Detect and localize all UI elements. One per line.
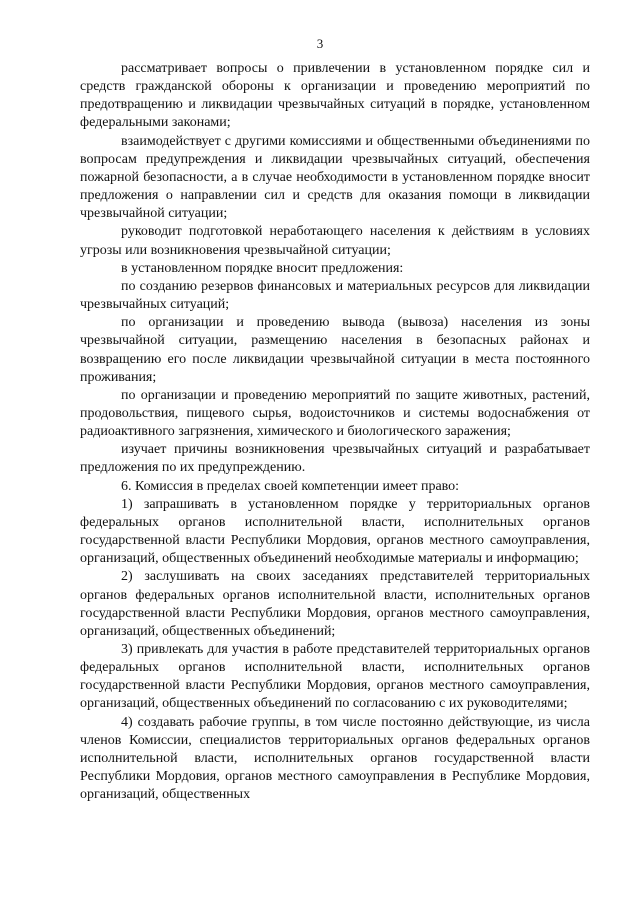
paragraph: 3) привлекать для участия в работе представителей территориальных органов федеральных органов исполнительной власти, исполнительных органов государственной власти Республики Мордовия, органов местного самоуправления, организаций, общественных объединений по согласованию с их руководителями; xyxy=(80,642,590,712)
paragraph: 6. Комиссия в пределах своей компетенции имеет право: xyxy=(121,478,460,494)
page-number: 3 xyxy=(316,36,324,51)
paragraph: в установленном порядке вносит предложения: xyxy=(121,260,404,276)
paragraph: руководит подготовкой неработающего населения к действиям в условиях угрозы или возникновения чрезвычайной ситуации; xyxy=(80,224,590,258)
paragraph: рассматривает вопросы о привлечении в установленном порядке сил и средств гражданской обороны к организации и проведению мероприятий по предотвращению и ликвидации чрезвычайных ситуаций в порядке, установленном федеральными законами; xyxy=(80,61,590,131)
paragraph: 2) заслушивать на своих заседаниях представителей территориальных органов федеральных органов исполнительной власти, исполнительных органов государственной власти Республики Мордовия, органов местного самоуправления, организаций, общественных объединений; xyxy=(80,569,590,639)
document-body xyxy=(80,60,590,804)
paragraph: по организации и проведению вывода (вывоза) населения из зоны чрезвычайной ситуации, размещению населения в безопасных районах и возвращению его после ликвидации чрезвычайной ситуации в места постоянного проживания; xyxy=(80,315,590,385)
paragraph: 1) запрашивать в установленном порядке у территориальных органов федеральных органов исполнительной власти, исполнительных органов государственной власти Республики Мордовия, органов местного самоуправления, организаций, общественных объединений необходимые материалы и информацию; xyxy=(80,496,590,567)
paragraph: по организации и проведению мероприятий по защите животных, растений, продовольствия, пищевого сырья, водоисточников и системы водоснабжения от радиоактивного загрязнения, химического и биологического заражения; xyxy=(80,387,590,440)
paragraph: изучает причины возникновения чрезвычайных ситуаций и разрабатывает предложения по их предупреждению. xyxy=(80,442,590,476)
paragraph: взаимодействует с другими комиссиями и общественными объединениями по вопросам предупреждения и ликвидации чрезвычайных ситуаций, обеспечения пожарной безопасности, а в случае необходимости в установленном порядке вносит предложения о направлении сил и средств для оказания помощи в ликвидации чрезвычайной ситуации; xyxy=(80,133,590,222)
paragraph: 4) создавать рабочие группы, в том числе постоянно действующие, из числа членов Комиссии, специалистов территориальных органов федеральных органов исполнительной власти, исполнительных органов государственной власти Республики Мордовия, органов местного самоуправления в Республике Мордовия, организаций, общественных xyxy=(80,714,590,803)
paragraph: по созданию резервов финансовых и материальных ресурсов для ликвидации чрезвычайных ситуаций; xyxy=(80,278,590,313)
